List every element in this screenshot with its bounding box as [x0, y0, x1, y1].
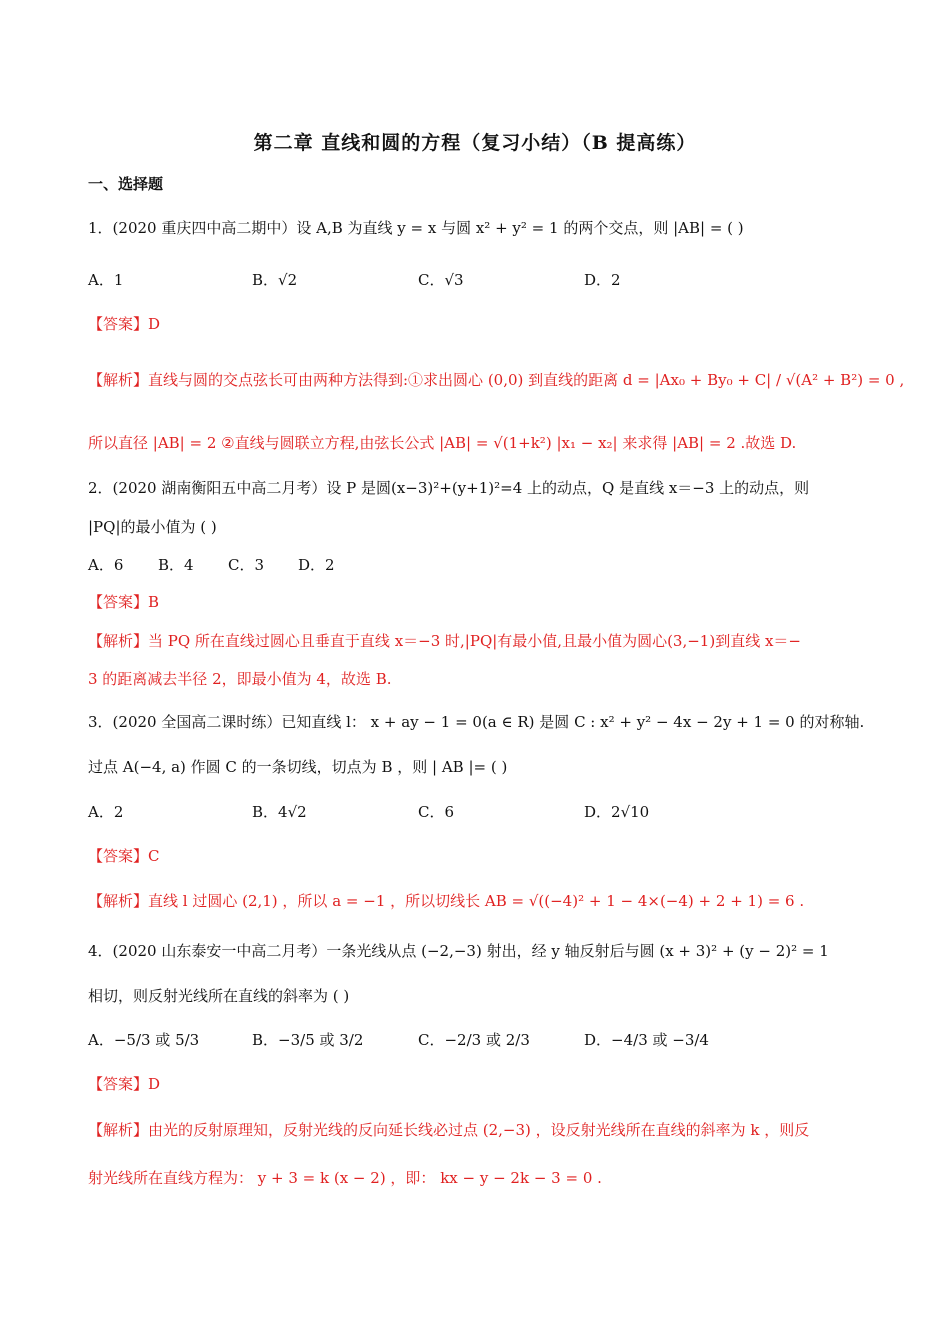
q1-option-a: A．1: [88, 271, 124, 289]
q4-option-d: D．−4/3 或 −3/4: [584, 1031, 709, 1049]
q3-answer: 【答案】C: [88, 847, 160, 865]
page-title: 第二章 直线和圆的方程（复习小结）（B 提高练）: [253, 132, 697, 154]
q4-option-b: B．−3/5 或 3/2: [252, 1031, 364, 1049]
q1-option-b: B．√2: [252, 271, 298, 289]
q3-analysis: 【解析】直线 l 过圆心 (2,1) ，所以 a = −1 ，所以切线长 AB = √((−4)² + 1 − 4×(−4) + 2 + 1) = 6 .: [88, 892, 805, 910]
section-heading: 一、选择题: [88, 175, 164, 193]
q4-analysis-1: 【解析】由光的反射原理知，反射光线的反向延长线必过点 (2,−3) ，设反射光线所在直线的斜率为 k ，则反: [88, 1121, 810, 1139]
q4-stem-1: 4．(2020 山东泰安一中高二月考）一条光线从点 (−2,−3) 射出，经 y 轴反射后与圆 (x + 3)² + (y − 2)² = 1: [88, 942, 829, 960]
q1-analysis-2: 所以直径 |AB| = 2 ②直线与圆联立方程,由弦长公式 |AB| = √(1+k²) |x₁ − x₂| 来求得 |AB| = 2 .故选 D.: [88, 434, 797, 452]
q1-stem: 1．(2020 重庆四中高二期中）设 A,B 为直线 y = x 与圆 x² + y² = 1 的两个交点，则 |AB| = ( ): [88, 219, 744, 237]
q2-analysis-2: 3 的距离减去半径 2，即最小值为 4，故选 B.: [88, 670, 392, 688]
q2-analysis-1: 【解析】当 PQ 所在直线过圆心且垂直于直线 x＝−3 时,|PQ|有最小值,且最小值为圆心(3,−1)到直线 x＝−: [88, 632, 801, 650]
q3-option-c: C．6: [418, 803, 455, 821]
q1-option-d: D．2: [584, 271, 621, 289]
q4-option-c: C．−2/3 或 2/3: [418, 1031, 530, 1049]
q2-answer: 【答案】B: [88, 593, 160, 611]
q3-option-d: D．2√10: [584, 803, 650, 821]
q1-option-c: C．√3: [418, 271, 464, 289]
q4-stem-2: 相切，则反射光线所在直线的斜率为 ( ): [88, 987, 350, 1005]
q4-answer: 【答案】D: [88, 1075, 161, 1093]
q2-option-d: D．2: [298, 556, 335, 574]
q2-stem-1: 2．(2020 湖南衡阳五中高二月考）设 P 是圆(x−3)²+(y+1)²=4 上的动点，Q 是直线 x＝−3 上的动点，则: [88, 479, 810, 497]
q3-stem-1: 3．(2020 全国高二课时练）已知直线 l： x + ay − 1 = 0(a ∈ R) 是圆 C : x² + y² − 4x − 2y + 1 = 0 的对称轴.: [88, 713, 865, 731]
q3-option-a: A．2: [88, 803, 124, 821]
q3-stem-2: 过点 A(−4, a) 作圆 C 的一条切线，切点为 B ，则 | AB |= ( ): [88, 758, 508, 776]
q1-analysis-1: 【解析】直线与圆的交点弦长可由两种方法得到:①求出圆心 (0,0) 到直线的距离 d = |Ax₀ + By₀ + C| / √(A² + B²) = 0 ,: [88, 371, 905, 389]
q4-analysis-2: 射光线所在直线方程为： y + 3 = k (x − 2) ，即： kx − y − 2k − 3 = 0 .: [88, 1169, 602, 1187]
q2-option-b: B．4: [158, 556, 194, 574]
q2-stem-2: |PQ|的最小值为 ( ): [88, 518, 217, 536]
q3-option-b: B．4√2: [252, 803, 307, 821]
q1-answer: 【答案】D: [88, 315, 161, 333]
q2-option-a: A．6: [88, 556, 124, 574]
q4-option-a: A．−5/3 或 5/3: [88, 1031, 200, 1049]
q2-option-c: C．3: [228, 556, 265, 574]
